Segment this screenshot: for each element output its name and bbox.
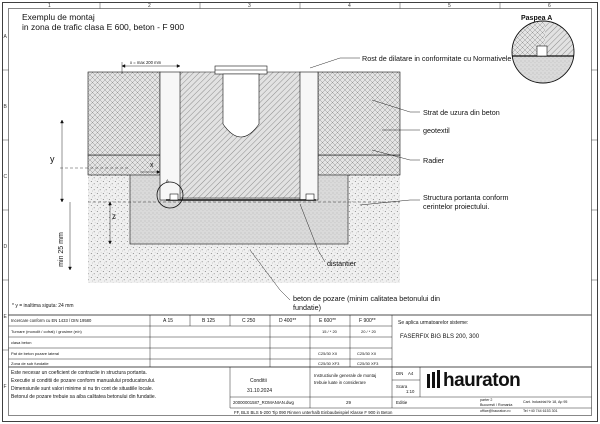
table-row2-e600: 15 / * 20 [322,329,337,334]
drawing-number: 20000001587_ROMANIAN.dwg [233,400,294,405]
table-class-d400: D 400** [279,318,297,324]
channel-profile [223,74,259,137]
table-row2-f900: 20 / * 20 [361,329,376,334]
instructions-line-2: trebuie luate in considerare [314,380,366,385]
title-line-2: in zona de trafic clasa E 600, beton - F 900 [22,22,185,32]
callout-geotextile: geotextil [423,126,450,135]
table-row2-label: Turnare (monolit / cofrat) / grosime (e/n) [11,329,82,334]
grid-letter-e: E [3,314,7,320]
callout-radier: Radier [423,156,445,165]
dimension-x: x [150,162,154,169]
drawing-date: 31.10.2024 [247,388,273,394]
product-name: FASERFIX BIG BLS 200, 300 [400,334,480,340]
din-label: DIN [396,371,404,376]
table-row4-e600: C25/30 XII [318,351,337,356]
table-row4-label: Pat de beton pozare lateral [11,351,60,356]
din-value: A4 [408,371,414,376]
grid-num-6: 6 [548,3,551,9]
table-class-f900: F 900** [359,318,376,324]
grid-letter-c: C [3,174,8,180]
table-class-a15: A 15 [163,318,174,324]
company-address-2: parter 2 [480,398,493,402]
hauraton-logo [427,370,440,388]
drawing-page: 29 [346,400,352,405]
note-2: Executie si conditii de pozare conform manualului producatorului. [11,378,156,384]
table-row1-label: Incercare conform cu EN 1433 / DIN 19580 [11,318,92,323]
table-class-e600: E 600** [319,318,336,324]
instructions-line-1: Instructiunile generale de montaj [314,373,377,378]
table-row5-e600: C25/30 XF3 [318,361,340,366]
note-1: Este necesar un coeficient de contractie in structura portanta. [11,370,147,376]
table-row4-f900: C25/30 XII [357,351,376,356]
callout-bedding-1: beton de pozare (minim calitatea betonului din [293,294,441,303]
callout-spacers: distantier [327,259,357,268]
cross-section [57,66,400,283]
radier-layer-right [318,155,400,175]
company-phone: Tel +40 744 6153 301 [523,409,558,413]
callout-wear-layer: Strat de uzura din beton [423,108,500,117]
grid-num-2: 2 [148,3,151,9]
grid-letter-f: F [3,384,7,390]
callout-joint: Rost de dilatare in conformitate cu Normativele [362,54,512,63]
table-class-c250: C 250 [242,318,256,324]
grid-num-3: 3 [248,3,251,9]
wear-layer-left [88,72,160,155]
detail-a [510,20,585,90]
table-row3-label: clasa beton [11,340,32,345]
table-row5-label: Zona de sub fundatie [11,361,49,366]
note-3: Dimensiunile sunt valori minime si nu tin cont de situatiile locale. [11,386,154,392]
grid-letter-d: D [3,244,8,250]
dimension-z: z [112,212,116,221]
scale-label: Scara [396,384,408,389]
joint-right [300,72,318,200]
company-name: hauraton [443,370,521,391]
grid-letter-a: A [3,34,7,40]
company-address-1: Cart. Industrial Nr 18, Ap 95 [523,400,568,404]
spacer-left [170,194,178,200]
grid-num-1: 1 [48,3,51,9]
dimension-y: y [50,154,55,164]
grid-letter-b: B [3,104,7,110]
company-email: office@hauraton.ro [480,409,511,413]
footer-text: FF, BLS BLS 5-200 Tip 090 Rinnen unterhalb Einbaubeispiel Klasse F 900 in Beton [234,410,393,415]
grid-num-4: 4 [348,3,351,9]
product-title: Se aplica urmatoarelor sisteme: [398,320,469,326]
conditii-label: Conditii [250,378,267,384]
grid-num-5: 5 [448,3,451,9]
table-row5-f900: C25/30 XF3 [357,361,379,366]
callout-structure-2: cerintelor proiectului. [423,202,490,211]
title-line-1: Exemplu de montaj [22,12,95,22]
dimension-min-depth: min 25 mm [57,232,65,267]
detail-title: Paspea A [521,15,553,22]
scale-value: 1:10 [406,389,415,394]
callout-structure-1: Structura portanta conform [423,193,509,202]
detail-callout-letter: A [166,178,169,183]
footnote: * y = inaltima siguta: 24 mm [12,303,74,309]
note-4: Betonul de pozare trebuie sa aiba calitatea betonului din fundatie. [11,394,157,400]
callout-bedding-2: fundatie) [293,303,321,312]
dimension-top-width: x = max 200 mm [130,60,162,65]
joint-left [160,72,180,200]
wear-layer-right [318,72,400,155]
edition-label: Editie [396,400,408,405]
spacer-right [306,194,314,200]
company-address-3: Bucuresti / Romania [480,403,513,407]
table-class-b125: B 125 [202,318,216,324]
